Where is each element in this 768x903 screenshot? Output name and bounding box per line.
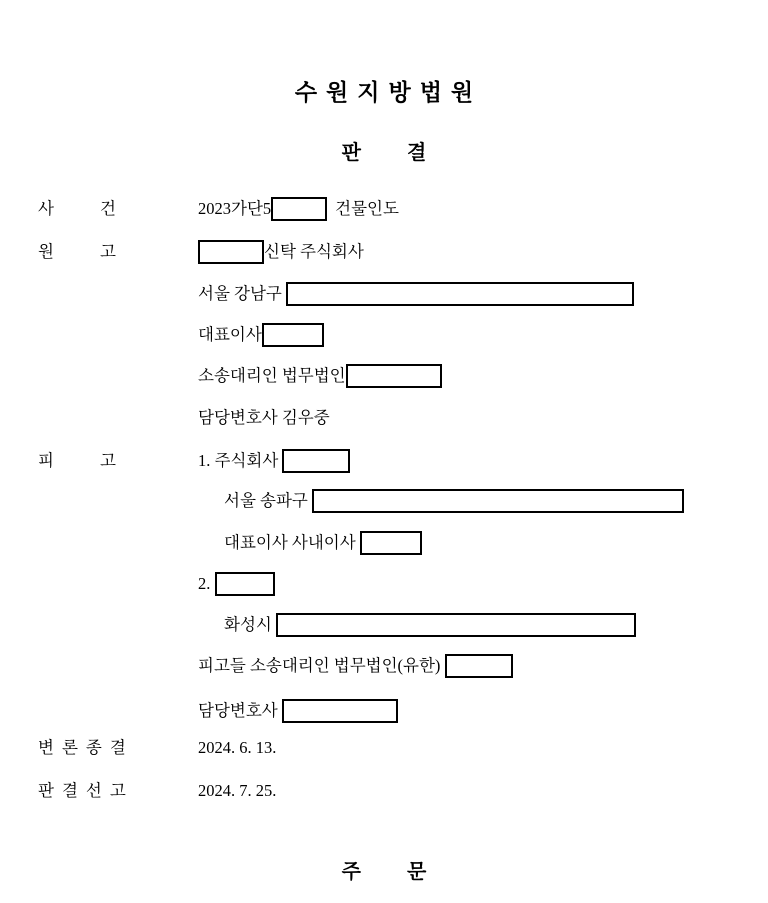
redaction-box-defendant-1-name (282, 449, 350, 473)
field-row-defendant (0, 448, 768, 474)
field-value-plaintiff-attorney-firm (198, 363, 442, 389)
defendant-1-ceo-label: 대표이사 사내이사 (224, 533, 360, 552)
redaction-box-defendant-1-ceo (360, 531, 422, 555)
redaction-box-defendant-2-address (276, 613, 636, 637)
field-row-defendant-2-name (0, 571, 768, 597)
defendant-1-name-prefix: 1. 주식회사 (198, 451, 283, 470)
judgment-date: 2024. 7. 25. (198, 781, 277, 800)
redaction-box-defendants-lawyer (282, 699, 398, 723)
field-value-plaintiff-ceo (198, 322, 324, 348)
case-type-label: 건물인도 (335, 199, 399, 218)
defendant-1-address-prefix: 서울 송파구 (224, 491, 312, 510)
field-value-judgment-date (198, 778, 276, 804)
defendant-2-index: 2. (198, 574, 215, 593)
field-value-defendant-1-ceo (224, 530, 422, 556)
field-label-judgment-date: 판결선고 (38, 781, 134, 800)
plaintiff-lawyer-name: 담당변호사 김우중 (198, 408, 330, 427)
redaction-box-plaintiff-name (198, 240, 264, 264)
redaction-box-plaintiff-ceo (262, 323, 324, 347)
field-row-plaintiff-address (0, 281, 768, 307)
field-value-plaintiff-address (198, 281, 634, 307)
field-row-plaintiff-lawyer (0, 405, 768, 431)
document-type-heading: 판결 (341, 142, 473, 164)
redaction-box-case-number (271, 197, 327, 221)
field-row-defendant-1-address (0, 488, 768, 514)
redaction-box-plaintiff-attorney-firm (346, 364, 442, 388)
defendants-attorney-firm-label: 피고들 소송대리인 법무법인(유한) (198, 656, 445, 675)
field-label-closing-of-argument: 변론종결 (38, 738, 134, 757)
field-row-plaintiff-attorney-firm (0, 363, 768, 389)
field-value-defendant-1-name (198, 448, 350, 474)
field-row-plaintiff-ceo (0, 322, 768, 348)
field-value-defendants-attorney-firm (198, 653, 513, 679)
field-row-defendants-lawyer (0, 698, 768, 724)
field-value-defendant-2-name (198, 571, 275, 597)
redaction-box-plaintiff-address (286, 282, 634, 306)
field-row-defendant-1-ceo (0, 530, 768, 556)
case-number-prefix: 2023가단5 (198, 199, 272, 218)
page-title: 수원지방법원 (294, 80, 483, 105)
field-value-defendant-1-address (224, 488, 684, 514)
field-label-defendant: 피고 (38, 451, 162, 470)
closing-of-argument-date: 2024. 6. 13. (198, 738, 277, 757)
redaction-box-defendants-attorney-firm (445, 654, 513, 678)
field-label-case: 사건 (38, 199, 162, 218)
field-row-plaintiff (0, 239, 768, 265)
field-label-plaintiff: 원고 (38, 242, 162, 261)
field-row-defendants-attorney-firm (0, 653, 768, 679)
field-value-plaintiff-name (198, 239, 364, 265)
defendant-2-address-prefix: 화성시 (224, 615, 276, 634)
plaintiff-ceo-label: 대표이사 (198, 325, 262, 344)
redaction-box-defendant-1-address (312, 489, 684, 513)
plaintiff-address-prefix: 서울 강남구 (198, 284, 286, 303)
plaintiff-name-suffix: 신탁 주식회사 (264, 242, 364, 261)
field-row-judgment-date (0, 778, 768, 804)
section-heading-order: 주문 (341, 861, 473, 883)
field-value-case (198, 196, 399, 222)
field-row-case (0, 196, 768, 222)
field-value-plaintiff-lawyer (198, 405, 330, 431)
field-value-defendant-2-address (224, 612, 636, 638)
defendants-lawyer-label: 담당변호사 (198, 701, 282, 720)
field-row-defendant-2-address (0, 612, 768, 638)
field-value-closing-of-argument (198, 735, 276, 761)
redaction-box-defendant-2-name (215, 572, 275, 596)
field-row-closing-of-argument (0, 735, 768, 761)
field-value-defendants-lawyer (198, 698, 398, 724)
plaintiff-attorney-firm-label: 소송대리인 법무법인 (198, 366, 346, 385)
